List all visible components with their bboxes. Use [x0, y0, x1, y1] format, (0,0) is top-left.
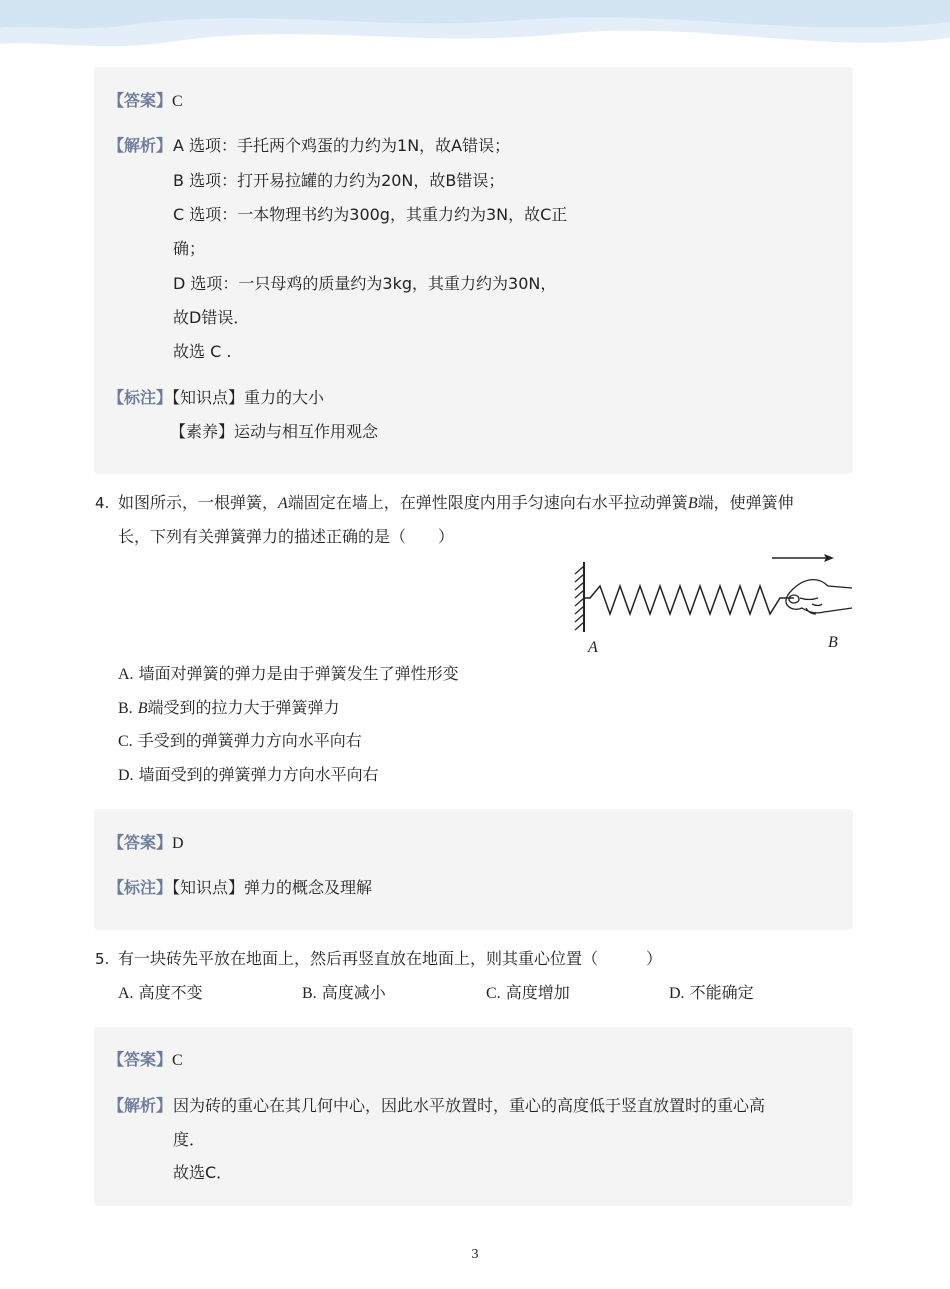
q3-answer-box	[94, 67, 853, 474]
figure-label-B: B	[828, 634, 838, 651]
spring	[584, 586, 794, 614]
answer-tag: 【答案】	[108, 833, 173, 852]
q3-analysis-line: B 选项：打开易拉罐的力约为20N，故B错误；	[173, 171, 505, 190]
q5-answer-value: C	[172, 1052, 183, 1069]
q4-stem-line1	[118, 492, 794, 515]
header-wave-decoration	[0, 0, 950, 70]
q3-analysis-line: 故选 C .	[173, 342, 232, 361]
q3-note-knowledge: 【知识点】重力的大小	[172, 388, 325, 407]
note-tag: 【标注】	[108, 388, 173, 407]
note-tag: 【标注】	[108, 878, 173, 897]
option-text: 端受到的拉力大于弹簧弹力	[147, 698, 340, 717]
q5-analysis-line: 度．	[173, 1130, 206, 1149]
q4-option-c	[118, 730, 362, 753]
option-letter: A.	[118, 985, 134, 1002]
answer-tag: 【答案】	[108, 91, 173, 110]
wall-hatch	[575, 566, 584, 630]
q5-analysis-line: 故选C．	[173, 1163, 233, 1182]
option-text: 墙面受到的弹簧弹力方向水平向右	[138, 765, 379, 784]
q4-stem-A: A	[278, 495, 288, 512]
q3-analysis-line: 确；	[173, 239, 206, 258]
q4-stem-line2: 长，下列有关弹簧弹力的描述正确的是（ ）	[118, 527, 455, 546]
q3-analysis-line: C 选项：一本物理书约为300g，其重力约为3N，故C正	[173, 205, 568, 224]
q4-option-b	[118, 697, 340, 720]
hand-icon	[786, 580, 852, 614]
answer-tag: 【答案】	[108, 1050, 173, 1069]
q5-option-a	[118, 982, 203, 1005]
q4-stem-part: 如图所示，一根弹簧，	[118, 493, 279, 512]
option-letter: D.	[118, 767, 134, 784]
option-text: 高度不变	[138, 983, 203, 1002]
arrow-right-icon	[772, 554, 834, 562]
q4-stem-B: B	[687, 495, 698, 512]
q4-answer-value: D	[172, 835, 184, 852]
q3-analysis-line: D 选项：一只母鸡的质量约为3kg，其重力约为30N，	[173, 274, 557, 293]
figure-label-A: A	[588, 639, 598, 656]
q4-answer-box	[94, 809, 853, 930]
option-letter: C.	[118, 733, 133, 750]
option-letter: A.	[118, 666, 134, 683]
option-letter: C.	[486, 985, 501, 1002]
analysis-tag: 【解析】	[108, 1096, 173, 1115]
q5-answer-box	[94, 1027, 853, 1206]
q5-number: 5.	[95, 950, 110, 968]
q4-stem-part: 端固定在墙上，在弹性限度内用手匀速向右水平拉动弹簧	[287, 493, 688, 512]
q4-option-d	[118, 764, 379, 787]
option-letter: B.	[118, 700, 133, 717]
spring-figure	[566, 548, 858, 658]
q3-answer-value: C	[172, 93, 183, 110]
analysis-tag: 【解析】	[108, 136, 173, 155]
option-text: 手受到的弹簧弹力方向水平向右	[137, 731, 362, 750]
option-text: 高度增加	[505, 983, 570, 1002]
q4-stem-part: 端，使弹簧伸	[697, 493, 794, 512]
q3-analysis-line: 故D错误．	[173, 308, 250, 327]
option-letter: D.	[669, 985, 685, 1002]
q3-note-literacy: 【素养】运动与相互作用观念	[170, 422, 379, 441]
q5-option-d	[669, 982, 754, 1005]
q3-answer-row	[108, 90, 183, 113]
q4-option-a	[118, 663, 459, 686]
q3-analysis-line: A 选项：手托两个鸡蛋的力约为1N，故A错误；	[173, 136, 511, 155]
q5-stem: 有一块砖先平放在地面上，然后再竖直放在地面上，则其重心位置（ ）	[118, 949, 663, 968]
option-text: 高度减小	[321, 983, 386, 1002]
option-italic-B: B	[137, 700, 148, 717]
q4-number: 4.	[95, 494, 110, 512]
q5-analysis-line: 因为砖的重心在其几何中心，因此水平放置时，重心的高度低于竖直放置时的重心高	[173, 1096, 766, 1115]
option-letter: B.	[302, 985, 317, 1002]
q4-note: 【知识点】弹力的概念及理解	[172, 878, 373, 897]
option-text: 不能确定	[689, 983, 754, 1002]
q5-option-c	[486, 982, 570, 1005]
option-text: 墙面对弹簧的弹力是由于弹簧发生了弹性形变	[138, 664, 459, 683]
page-number: 3	[471, 1247, 479, 1262]
q5-option-b	[302, 982, 386, 1005]
